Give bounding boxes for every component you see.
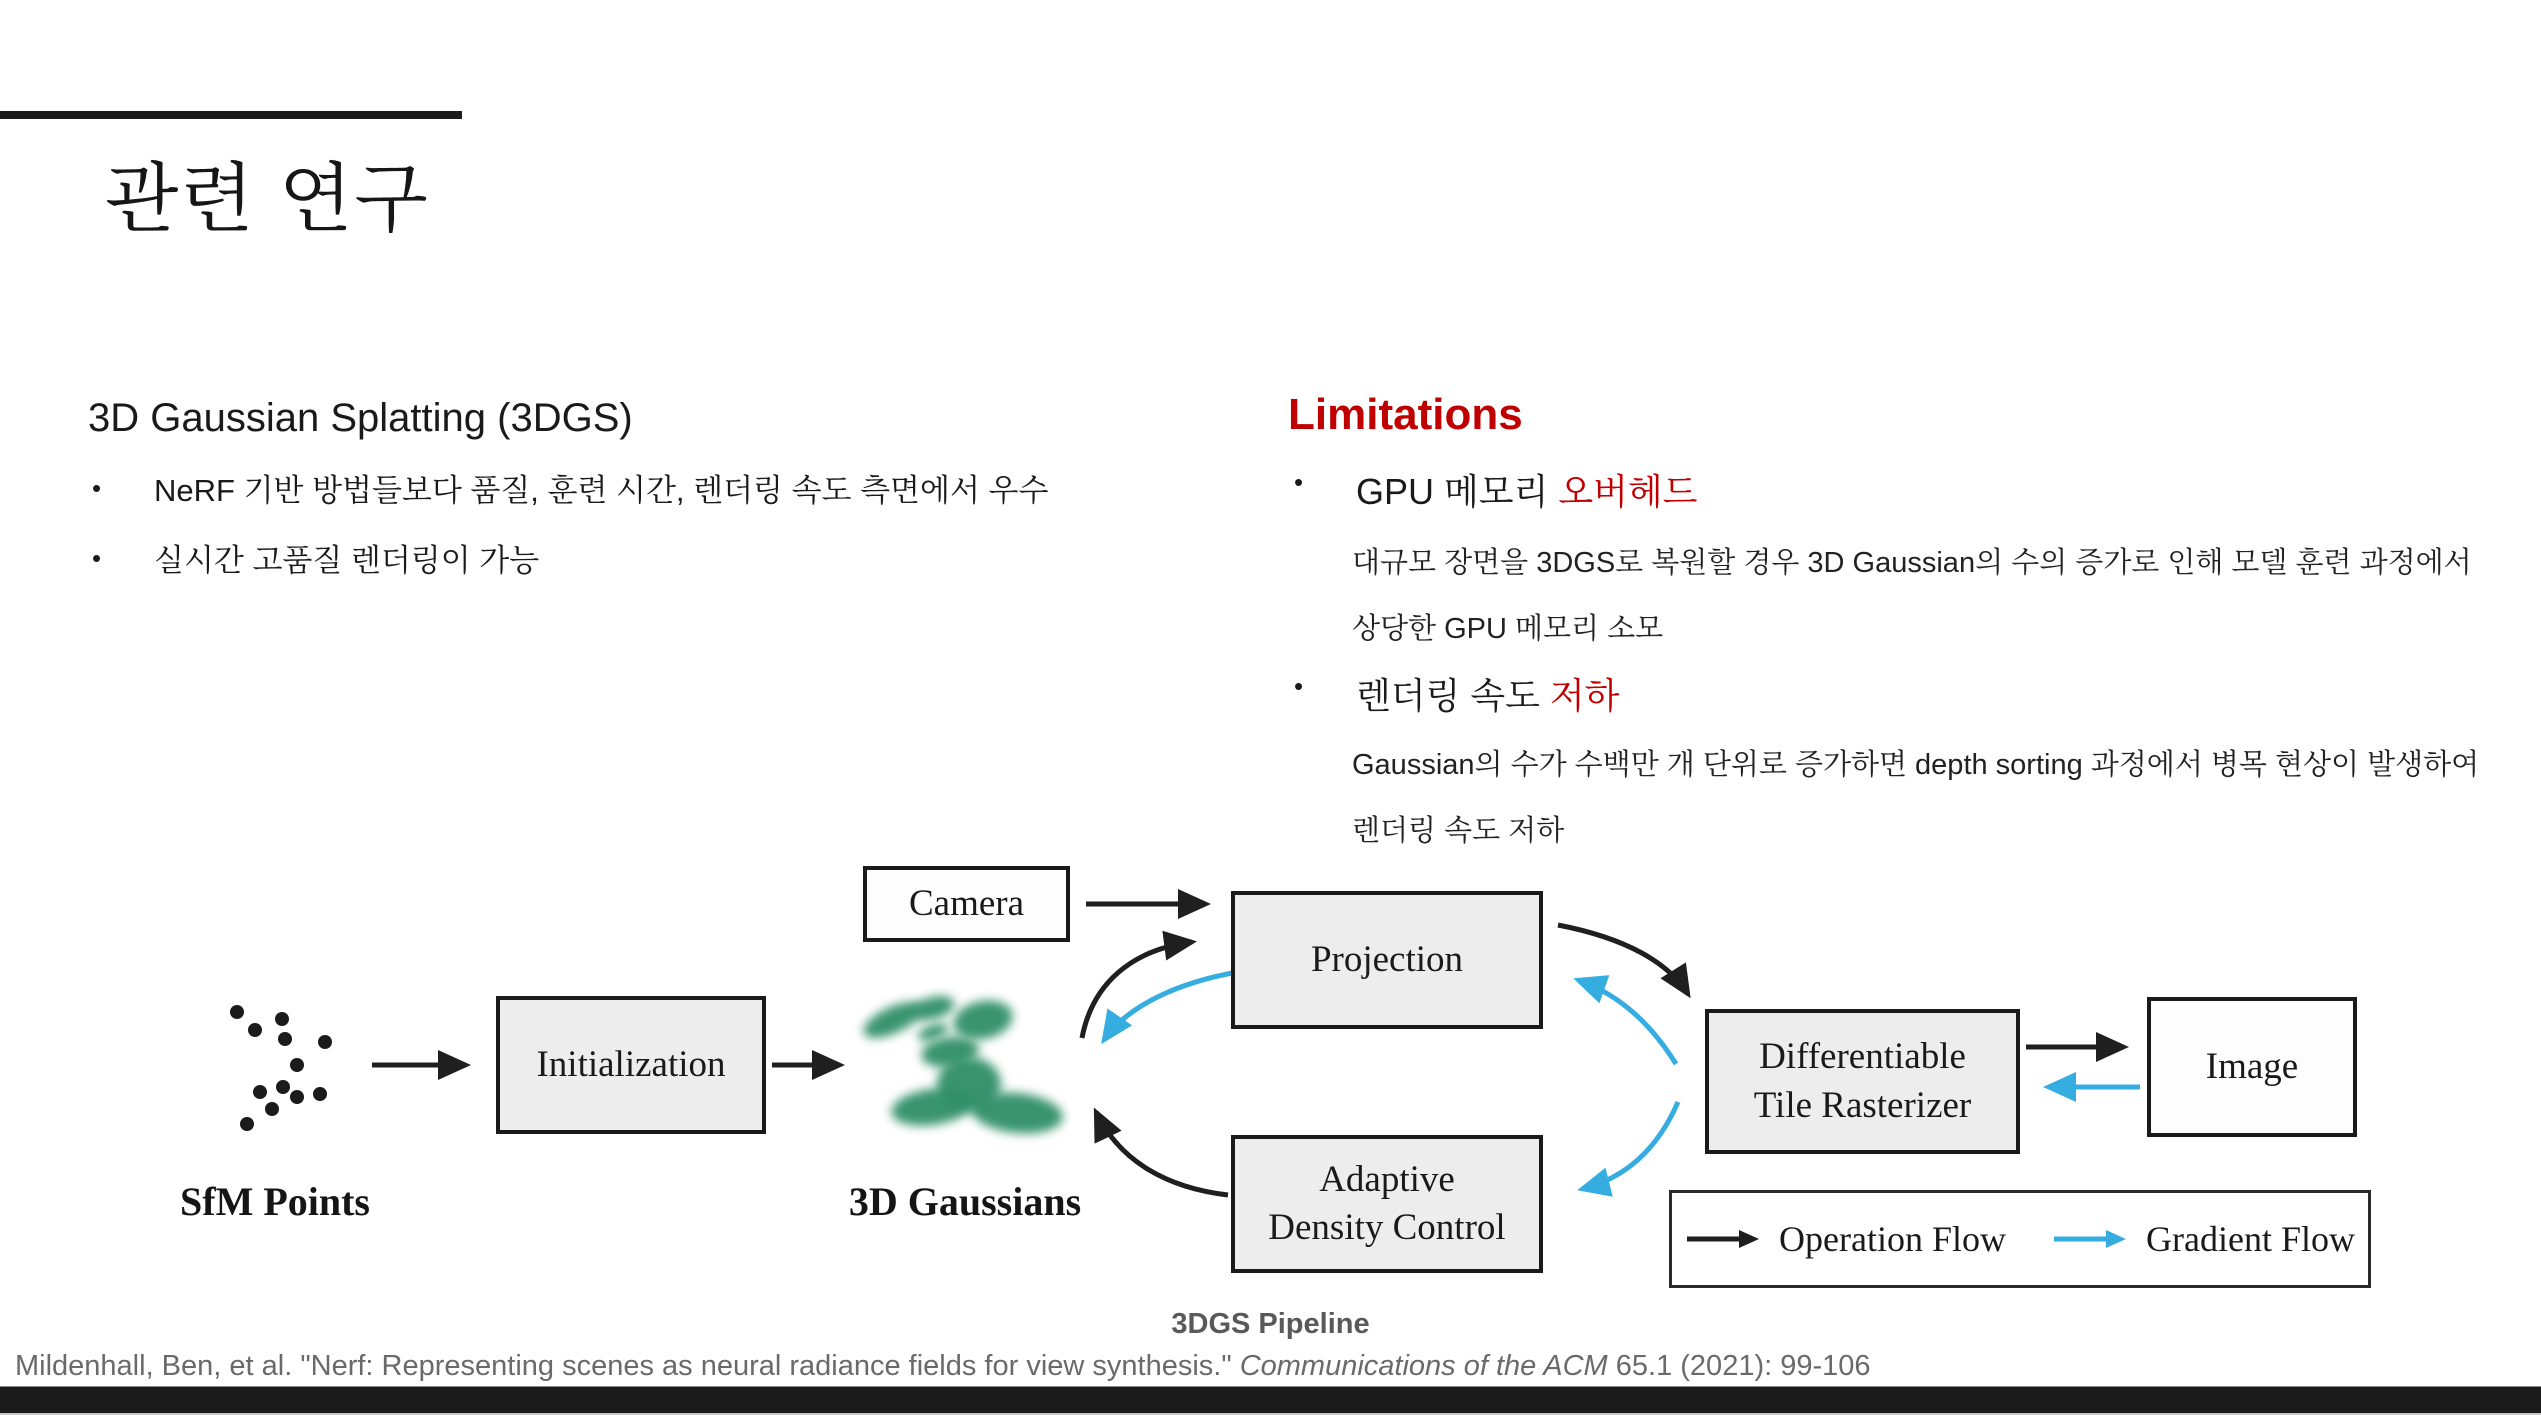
sfm-point (248, 1023, 262, 1037)
bullet-text: NeRF 기반 방법들보다 품질, 훈련 시간, 렌더링 속도 측면에서 우수 (154, 473, 1049, 508)
node-adaptive-density-control: Adaptive Density Control (1231, 1135, 1543, 1273)
list-item (1290, 464, 2530, 515)
gaussians-label: 3D Gaussians (848, 1179, 1082, 1224)
node-differentiable-tile-rasterizer: Differentiable Tile Rasterizer (1705, 1009, 2020, 1154)
detail-line: 대규모 장면을 3DGS로 복원할 경우 3D Gaussian의 수의 증가로 인해 모델 훈련 과정에서 (1352, 547, 2472, 579)
operation-flow-arrow-icon (1685, 1228, 1761, 1250)
left-section-heading: 3D Gaussian Splatting (3DGS) (88, 396, 633, 440)
bullet-text: 렌더링 속도 저하 (1356, 675, 1620, 716)
arrow-rasterizer-to-adc-gradient (1582, 1102, 1678, 1189)
highlight-text: 저하 (1549, 675, 1620, 716)
sfm-point (290, 1090, 304, 1104)
legend-label: Operation Flow (1779, 1219, 2006, 1259)
arrow-projection-to-gaussians-gradient (1104, 972, 1238, 1040)
bullet-icon: • (92, 543, 102, 573)
sfm-point (318, 1035, 332, 1049)
gradient-flow-arrow-icon (2052, 1228, 2128, 1250)
list-item (88, 540, 1238, 582)
node-camera: Camera (863, 866, 1070, 942)
list-item (88, 470, 1238, 512)
sfm-point (275, 1012, 289, 1026)
node-projection: Projection (1231, 891, 1543, 1029)
sfm-point (313, 1087, 327, 1101)
arrow-rasterizer-to-projection-gradient (1578, 980, 1676, 1064)
detail-line: 렌더링 속도 저하 (1352, 815, 1565, 847)
bullet-icon: • (92, 473, 102, 503)
bullet-icon: • (1294, 671, 1304, 701)
bullet-text: GPU 메모리 오버헤드 (1356, 471, 1698, 512)
node-image: Image (2147, 997, 2357, 1137)
flow-legend (1669, 1190, 2371, 1288)
highlight-text: 오버헤드 (1558, 471, 1698, 512)
sfm-point (265, 1102, 279, 1116)
sfm-point (290, 1058, 304, 1072)
bullet-icon: • (1294, 467, 1304, 497)
sfm-point (278, 1032, 292, 1046)
arrow-gaussians-to-projection (1082, 942, 1192, 1038)
bullet-text: 실시간 고품질 렌더링이 가능 (154, 543, 540, 578)
detail-line: 상당한 GPU 메모리 소모 (1352, 613, 1664, 645)
limitations-heading: Limitations (1288, 390, 1523, 439)
arrow-adc-to-gaussians (1096, 1112, 1228, 1195)
sfm-points-scatter (205, 990, 365, 1140)
list-item (1290, 668, 2530, 719)
sfm-point (276, 1080, 290, 1094)
sfm-point (253, 1085, 267, 1099)
title-overline (0, 111, 462, 119)
legend-label: Gradient Flow (2146, 1219, 2355, 1259)
3d-gaussians-illustration (855, 995, 1090, 1150)
bottom-bar (0, 1386, 2541, 1415)
legend-item-operation-flow (1685, 1218, 2006, 1260)
sfm-point (240, 1117, 254, 1131)
sfm-points-label: SfM Points (180, 1179, 370, 1224)
arrow-projection-to-rasterizer (1558, 925, 1688, 994)
node-initialization: Initialization (496, 996, 766, 1134)
page-title: 관련 연구 (105, 157, 430, 242)
figure-caption: 3DGS Pipeline (1171, 1308, 1370, 1340)
legend-item-gradient-flow (2052, 1218, 2355, 1260)
citation-journal: Communications of the ACM (1239, 1350, 1608, 1382)
sfm-point (230, 1005, 244, 1019)
citation-footer: Mildenhall, Ben, et al. "Nerf: Representing scenes as neural radiance fields for view synthesis." Communications of the ACM 65.1 (2021): 99-106 (15, 1350, 1871, 1382)
detail-line: Gaussian의 수가 수백만 개 단위로 증가하면 depth sorting 과정에서 병목 현상이 발생하여 (1352, 749, 2480, 781)
